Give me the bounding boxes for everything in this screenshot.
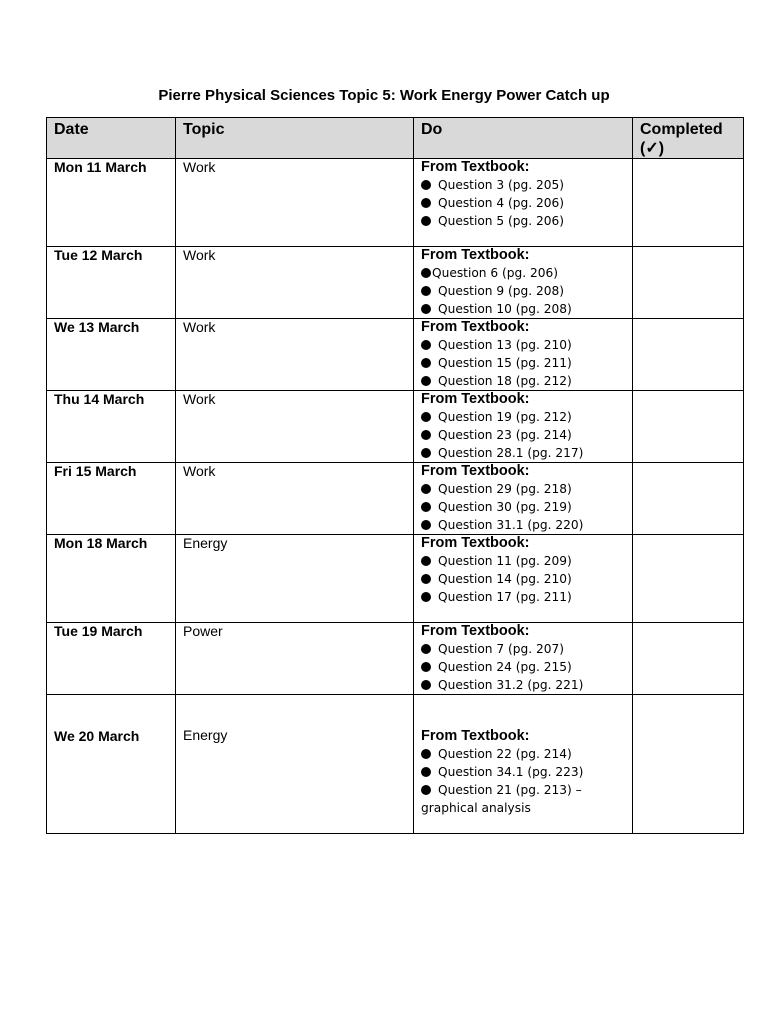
header-completed bbox=[633, 118, 744, 159]
list-item: Question 30 (pg. 219) bbox=[421, 498, 626, 516]
topic-cell: Energy bbox=[176, 535, 414, 623]
bullet-icon bbox=[421, 198, 431, 208]
do-heading: From Textbook: bbox=[421, 535, 530, 551]
topic-cell: Work bbox=[176, 391, 414, 463]
bullet-icon bbox=[421, 412, 431, 422]
completed-cell[interactable] bbox=[633, 695, 744, 834]
table-row bbox=[47, 535, 744, 623]
do-cell bbox=[414, 319, 633, 391]
list-item: Question 10 (pg. 208) bbox=[421, 300, 626, 318]
date-cell: Thu 14 March bbox=[47, 391, 176, 463]
list-item: Question 24 (pg. 215) bbox=[421, 658, 626, 676]
topic-cell: Work bbox=[176, 463, 414, 535]
bullet-icon bbox=[421, 304, 431, 314]
list-item: Question 13 (pg. 210) bbox=[421, 336, 626, 354]
catch-up-table bbox=[46, 117, 744, 834]
list-item: Question 14 (pg. 210) bbox=[421, 570, 626, 588]
do-heading: From Textbook: bbox=[421, 391, 530, 407]
do-cell bbox=[414, 247, 633, 319]
list-item: Question 28.1 (pg. 217) bbox=[421, 444, 626, 462]
do-heading: From Textbook: bbox=[421, 159, 530, 175]
bullet-icon bbox=[421, 502, 431, 512]
do-heading: From Textbook: bbox=[421, 319, 530, 335]
table-row bbox=[47, 695, 744, 834]
do-cell bbox=[414, 695, 633, 834]
bullet-icon bbox=[421, 644, 431, 654]
bullet-icon bbox=[421, 268, 431, 278]
date-cell: Mon 18 March bbox=[47, 535, 176, 623]
bullet-icon bbox=[421, 180, 431, 190]
bullet-icon bbox=[421, 520, 431, 530]
completed-cell[interactable] bbox=[633, 535, 744, 623]
checkmark-label: (✓) bbox=[640, 140, 665, 157]
list-item: Question 6 (pg. 206) bbox=[421, 264, 626, 282]
list-item: Question 23 (pg. 214) bbox=[421, 426, 626, 444]
list-item: Question 22 (pg. 214) bbox=[421, 745, 626, 763]
question-list bbox=[421, 480, 626, 534]
question-list bbox=[421, 408, 626, 462]
list-item: Question 5 (pg. 206) bbox=[421, 212, 626, 230]
list-item: Question 21 (pg. 213) – bbox=[421, 781, 626, 799]
list-item: Question 9 (pg. 208) bbox=[421, 282, 626, 300]
list-item: Question 29 (pg. 218) bbox=[421, 480, 626, 498]
do-cell bbox=[414, 535, 633, 623]
table-row bbox=[47, 319, 744, 391]
completed-cell[interactable] bbox=[633, 463, 744, 535]
bullet-icon bbox=[421, 592, 431, 602]
list-item: Question 31.2 (pg. 221) bbox=[421, 676, 626, 694]
bullet-icon bbox=[421, 767, 431, 777]
bullet-icon bbox=[421, 680, 431, 690]
list-item: Question 15 (pg. 211) bbox=[421, 354, 626, 372]
list-item: Question 18 (pg. 212) bbox=[421, 372, 626, 390]
completed-cell[interactable] bbox=[633, 159, 744, 247]
topic-cell: Work bbox=[176, 319, 414, 391]
bullet-icon bbox=[421, 448, 431, 458]
date-cell: We 20 March bbox=[47, 695, 176, 834]
bullet-icon bbox=[421, 430, 431, 440]
question-list bbox=[421, 176, 626, 230]
list-item: Question 3 (pg. 205) bbox=[421, 176, 626, 194]
page-title: Pierre Physical Sciences Topic 5: Work Energy Power Catch up bbox=[158, 87, 610, 104]
do-cell bbox=[414, 463, 633, 535]
bullet-icon bbox=[421, 662, 431, 672]
date-cell: Tue 19 March bbox=[47, 623, 176, 695]
completed-cell[interactable] bbox=[633, 391, 744, 463]
topic-cell: Work bbox=[176, 247, 414, 319]
date-cell: Fri 15 March bbox=[47, 463, 176, 535]
bullet-icon bbox=[421, 286, 431, 296]
question-list bbox=[421, 552, 626, 606]
date-cell: We 13 March bbox=[47, 319, 176, 391]
list-item: Question 11 (pg. 209) bbox=[421, 552, 626, 570]
completed-label: Completed bbox=[640, 121, 723, 138]
date-cell: Tue 12 March bbox=[47, 247, 176, 319]
item-note: graphical analysis bbox=[421, 801, 531, 815]
topic-cell: Work bbox=[176, 159, 414, 247]
table-row bbox=[47, 247, 744, 319]
completed-cell[interactable] bbox=[633, 623, 744, 695]
header-do: Do bbox=[414, 118, 633, 159]
list-item: Question 4 (pg. 206) bbox=[421, 194, 626, 212]
date-cell: Mon 11 March bbox=[47, 159, 176, 247]
bullet-icon bbox=[421, 484, 431, 494]
header-date: Date bbox=[47, 118, 176, 159]
bullet-icon bbox=[421, 358, 431, 368]
topic-cell: Energy bbox=[176, 695, 414, 834]
do-heading: From Textbook: bbox=[421, 623, 530, 639]
bullet-icon bbox=[421, 749, 431, 759]
question-list bbox=[421, 264, 626, 318]
completed-cell[interactable] bbox=[633, 247, 744, 319]
do-cell bbox=[414, 159, 633, 247]
bullet-icon bbox=[421, 216, 431, 226]
question-list bbox=[421, 640, 626, 694]
question-list bbox=[421, 336, 626, 390]
table-row bbox=[47, 623, 744, 695]
do-heading: From Textbook: bbox=[421, 728, 530, 744]
table-row bbox=[47, 391, 744, 463]
do-cell bbox=[414, 391, 633, 463]
do-heading: From Textbook: bbox=[421, 463, 530, 479]
do-heading: From Textbook: bbox=[421, 247, 530, 263]
table-row bbox=[47, 159, 744, 247]
list-item: Question 7 (pg. 207) bbox=[421, 640, 626, 658]
bullet-icon bbox=[421, 340, 431, 350]
do-cell bbox=[414, 623, 633, 695]
header-topic: Topic bbox=[176, 118, 414, 159]
question-list bbox=[421, 745, 626, 799]
list-item: Question 34.1 (pg. 223) bbox=[421, 763, 626, 781]
bullet-icon bbox=[421, 574, 431, 584]
list-item: Question 19 (pg. 212) bbox=[421, 408, 626, 426]
list-item: Question 17 (pg. 211) bbox=[421, 588, 626, 606]
topic-cell: Power bbox=[176, 623, 414, 695]
bullet-icon bbox=[421, 376, 431, 386]
list-item: Question 31.1 (pg. 220) bbox=[421, 516, 626, 534]
table-row bbox=[47, 463, 744, 535]
bullet-icon bbox=[421, 556, 431, 566]
completed-cell[interactable] bbox=[633, 319, 744, 391]
bullet-icon bbox=[421, 785, 431, 795]
header-row bbox=[47, 118, 744, 159]
